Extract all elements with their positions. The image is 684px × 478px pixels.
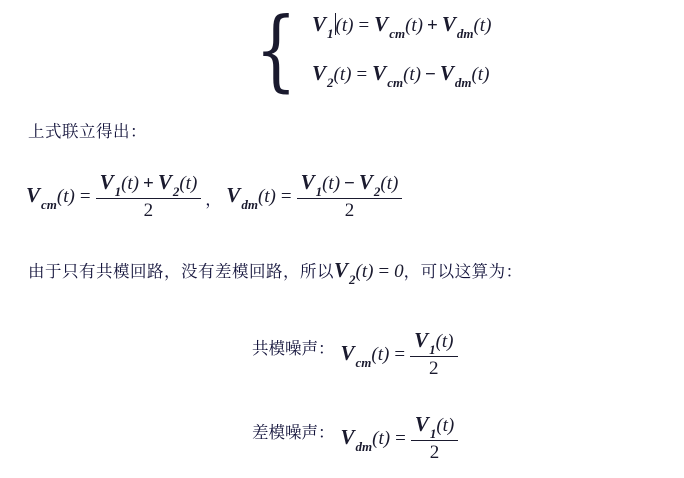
differential-mode-label: 差模噪声： (252, 422, 335, 442)
equals-sign: = (79, 185, 91, 207)
fraction-denominator: 2 (429, 442, 440, 464)
formula-vcm (26, 170, 201, 222)
vcm-argument: (t) (371, 343, 390, 365)
v2-subscript: 2 (349, 272, 356, 288)
minus-operator: − (425, 64, 436, 85)
formula-vdm (226, 170, 402, 222)
v1-symbol: V (300, 170, 315, 194)
vcm-argument: (t) (403, 64, 422, 85)
v2-argument: (t) (333, 64, 352, 85)
vcm-subscript: cm (387, 75, 404, 91)
result-differential-mode (252, 414, 458, 466)
result-common-mode (252, 330, 458, 382)
fraction-numerator (411, 412, 458, 440)
vdm-symbol: V (439, 61, 454, 85)
equals-sign: = (378, 261, 390, 282)
lead-in-text (28, 118, 147, 142)
vdm-symbol: V (226, 182, 241, 207)
v2-subscript: 2 (172, 184, 180, 200)
fraction-denominator: 2 (344, 200, 355, 222)
vcm-subscript: cm (355, 354, 372, 370)
fraction-result-cm (410, 328, 457, 380)
vdm-subscript: dm (241, 196, 258, 212)
plus-operator: + (143, 173, 154, 194)
v2-argument: (t) (355, 261, 374, 282)
v1-argument: (t) (435, 331, 454, 352)
v1-argument: (t) (335, 14, 354, 36)
fraction-result-dm (411, 412, 458, 464)
vdm-argument: (t) (473, 14, 492, 36)
v2-argument: (t) (179, 173, 198, 194)
vcm-symbol: V (374, 11, 389, 36)
vcm-symbol: V (372, 61, 387, 85)
minus-operator: − (344, 173, 355, 194)
equals-sign: = (280, 185, 292, 207)
vdm-symbol: V (340, 424, 355, 449)
v1-argument: (t) (436, 415, 455, 436)
v2-argument: (t) (380, 173, 399, 194)
vdm-subscript: dm (454, 75, 472, 91)
fraction-denominator: 2 (429, 358, 439, 380)
v1-argument: (t) (322, 173, 341, 194)
fraction-numerator (96, 170, 202, 198)
derived-formulas-row (26, 172, 402, 224)
v1-subscript: 1 (114, 184, 122, 200)
plus-operator: + (427, 14, 438, 36)
vdm-subscript: dm (456, 26, 474, 41)
v2-subscript: 2 (327, 75, 334, 91)
equation-row-1 (312, 12, 491, 39)
v1-subscript: 1 (429, 426, 437, 442)
vcm-symbol: V (26, 182, 41, 207)
fraction-denominator: 2 (143, 200, 154, 222)
equation-system (248, 0, 492, 101)
equals-sign: = (356, 64, 368, 85)
formula-separator: ， (205, 190, 223, 210)
v2-symbol: V (358, 170, 373, 194)
reasoning-sentence (28, 258, 523, 288)
v1-symbol: V (414, 412, 429, 436)
v1-symbol: V (312, 11, 327, 36)
vdm-subscript: dm (355, 438, 373, 454)
vcm-symbol: V (340, 340, 355, 365)
vcm-subscript: cm (41, 196, 57, 212)
vcm-argument: (t) (56, 185, 75, 207)
vdm-argument: (t) (257, 185, 276, 207)
vcm-argument: (t) (405, 14, 424, 36)
equation-row-2 (312, 61, 491, 91)
reasoning-text-part1: 由于只有共模回路，没有差模回路，所以 (28, 262, 334, 281)
v2-symbol: V (157, 170, 172, 194)
v2-symbol: V (334, 258, 349, 282)
v2-subscript: 2 (373, 184, 381, 200)
v2-symbol: V (312, 61, 327, 85)
left-brace: { (255, 0, 297, 101)
v1-subscript: 1 (429, 342, 436, 358)
vdm-argument: (t) (372, 427, 391, 449)
fraction-vdm (297, 170, 403, 222)
vdm-symbol: V (441, 11, 456, 36)
common-mode-label: 共模噪声： (252, 338, 335, 358)
lead-in-label: 上式联立得出： (28, 122, 147, 141)
v1-symbol: V (414, 328, 429, 352)
vdm-argument: (t) (471, 64, 490, 85)
v1-subscript: 1 (315, 184, 323, 200)
equals-sign: = (358, 14, 370, 36)
v1-argument: (t) (121, 173, 140, 194)
equals-sign: = (395, 427, 406, 449)
reasoning-text-part2: ，可以这算为： (403, 262, 523, 281)
vcm-subscript: cm (389, 26, 406, 41)
fraction-numerator (297, 170, 403, 198)
fraction-numerator (410, 328, 457, 356)
v1-subscript: 1 (327, 26, 334, 41)
v1-symbol: V (99, 170, 114, 194)
equals-sign: = (394, 343, 406, 365)
equation-system-rows (306, 11, 492, 91)
zero-value: 0 (394, 261, 404, 282)
fraction-vcm (96, 170, 202, 222)
